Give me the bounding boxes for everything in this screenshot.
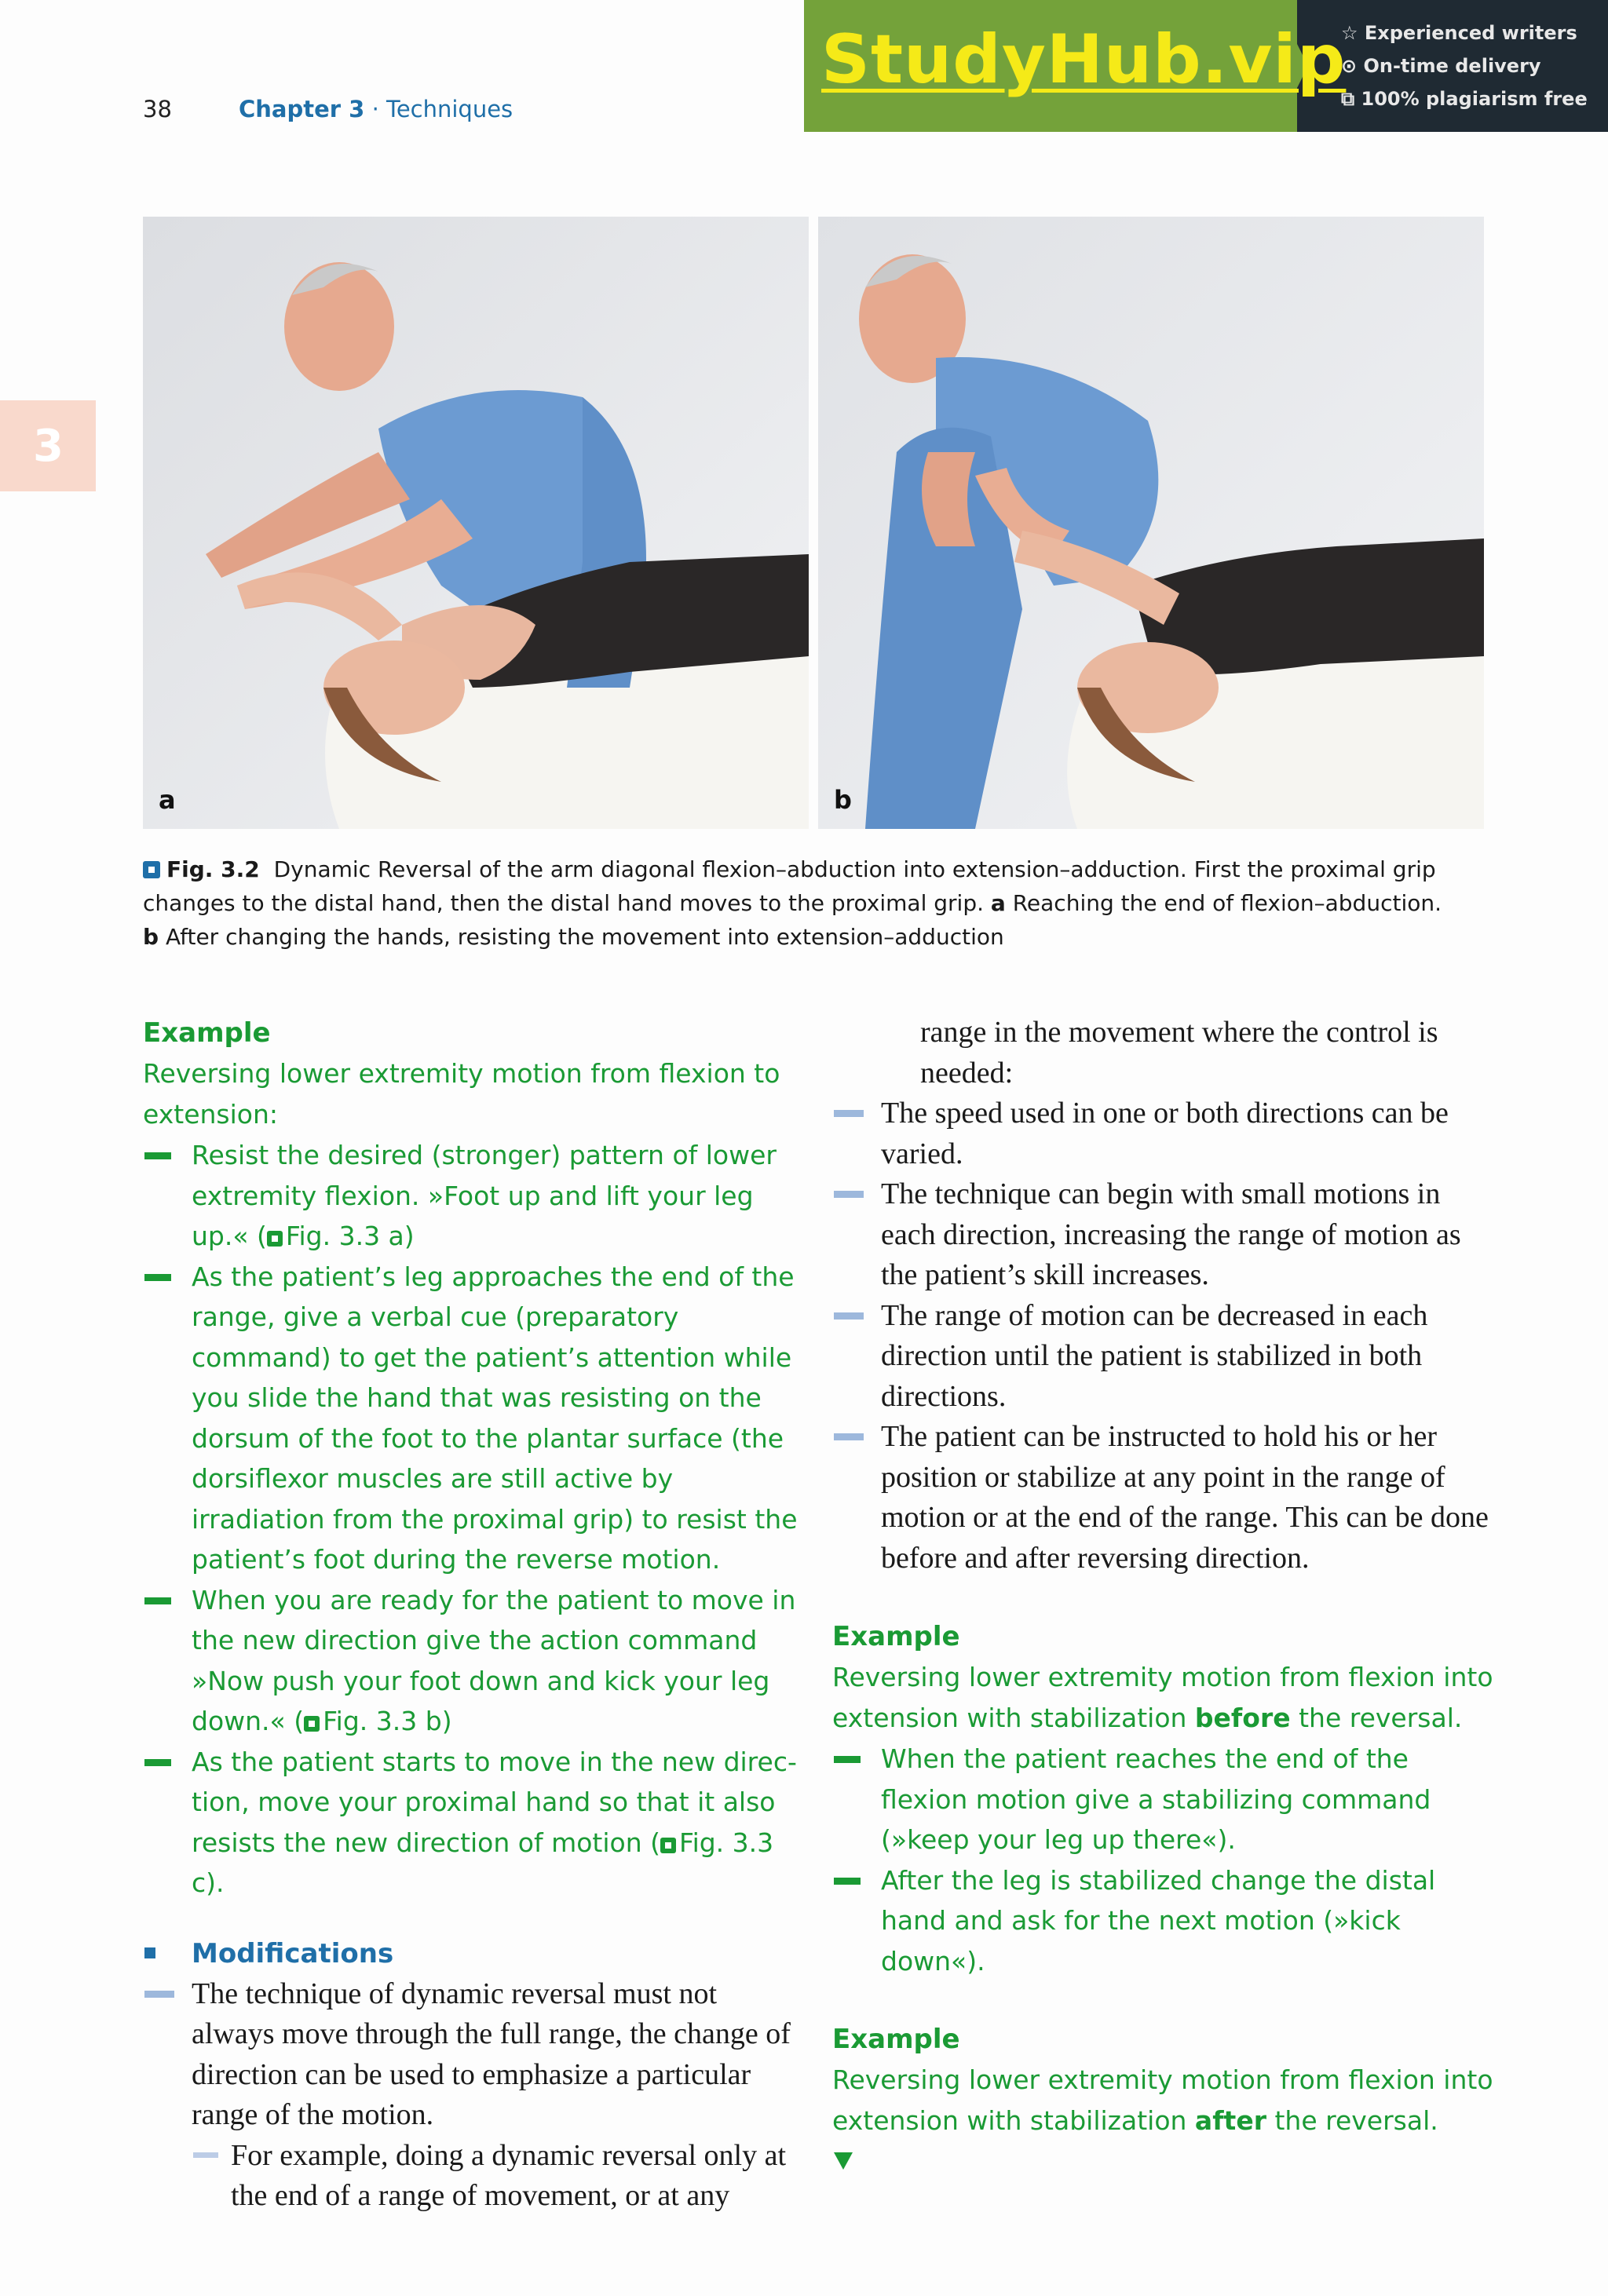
page-number: 38 — [143, 96, 172, 122]
example-list — [143, 1135, 802, 1904]
caption-main: Dynamic Reversal of the arm diagonal flexion–abduction into extension–adduction. First the proximal grip changes to the distal hand, then the distal hand moves to the proximal grip. — [143, 856, 1436, 916]
chapter-side-tab — [0, 400, 96, 491]
example-intro: Reversing lower extremity motion from flexion to extension: — [143, 1058, 780, 1130]
caption-b-label: b — [143, 924, 159, 950]
list-item: As the patient starts to move in the new direction, move your proximal hand so that it also resists the new direction of motion ( Fig. 3.3 c). — [143, 1742, 802, 1904]
ad-logo[interactable]: StudyHub.vip — [821, 20, 1347, 99]
chapter-section: Techniques — [386, 96, 513, 122]
list-item: The technique of dynamic reversal must not always move through the full range, the change of direction can be used to emphasize a particular range of the motion. For example, doing a dynamic reversal only at the end of a range of movement, or at any — [143, 1974, 802, 2217]
modifications-heading: Modifications — [143, 1933, 802, 1974]
left-column — [143, 1013, 802, 2217]
list-item: After the leg is stabilized change the distal hand and ask for the next motion (»kick down«). — [832, 1860, 1493, 1982]
caption-a-label: a — [990, 890, 1006, 916]
figure-photo-b — [818, 217, 1484, 829]
options-list — [832, 1093, 1493, 1579]
ad-line-plagiarism: ⧉ 100% plagiarism free — [1341, 88, 1588, 110]
right-column — [832, 1013, 1493, 2170]
list-item: When the patient reaches the end of the flexion motion give a stabilizing command (»keep your leg up there«). — [832, 1739, 1493, 1860]
ad-line-on-time: ⊙ On-time delivery — [1341, 55, 1541, 77]
continued-arrow-icon — [834, 2152, 853, 2170]
photo-b-illustration — [818, 217, 1484, 829]
example3-intro: Reversing lower extremity motion from flexion into extension with stabilization after the reversal. — [832, 2064, 1493, 2136]
figure-marker-icon — [143, 861, 160, 878]
chapter-header — [239, 96, 513, 122]
photo-a-label: a — [159, 785, 176, 815]
figure-ref-link[interactable]: Fig. 3.3 c — [192, 1827, 774, 1898]
photo-b-label: b — [834, 785, 852, 815]
figure-caption — [143, 852, 1493, 954]
side-tab-number: 3 — [33, 421, 64, 472]
example-heading: Example — [143, 1017, 271, 1049]
chapter-separator: · — [364, 96, 387, 122]
figure-ref-link[interactable]: Fig. 3.3 a — [285, 1221, 404, 1251]
list-item: The technique can begin with small motions in each direction, increasing the range of motion as the patient’s skill increases. — [832, 1174, 1493, 1296]
figure-ref-link[interactable]: Fig. 3.3 b — [323, 1706, 442, 1736]
caption-a-text: Reaching the end of flexion–abduction. — [1012, 890, 1442, 916]
studyhub-ad-banner[interactable] — [804, 0, 1608, 132]
list-item: The range of motion can be decreased in each direction until the patient is stabilized in both directions. — [832, 1296, 1493, 1418]
example2-list — [832, 1739, 1493, 1981]
sub-list-item: For example, doing a dynamic reversal only at the end of a range of movement, or at any — [192, 2136, 802, 2217]
example2-heading: Example — [832, 1621, 960, 1652]
example3-heading: Example — [832, 2024, 960, 2055]
example2-intro: Reversing lower extremity motion from flexion into extension with stabilization before the reversal. — [832, 1662, 1493, 1733]
list-item: The speed used in one or both directions can be varied. — [832, 1093, 1493, 1174]
list-item: Resist the desired (stronger) pattern of lower extremity flexion. »Foot up and lift your leg up.« ( Fig. 3.3 a) — [143, 1135, 802, 1257]
continuation-text: range in the movement where the control is needed: — [920, 1016, 1438, 1090]
figure-ref-icon — [267, 1231, 283, 1247]
modifications-sublist — [192, 2136, 802, 2217]
figure-ref-icon — [660, 1838, 676, 1853]
modifications-list — [143, 1974, 802, 2217]
chapter-label: Chapter 3 — [239, 96, 365, 122]
figure-photo-a — [143, 217, 809, 829]
list-item: The patient can be instructed to hold his or her position or stabilize at any point in the range of motion or at the end of the range. This can be done before and after reversing direction. — [832, 1417, 1493, 1579]
caption-b-text: After changing the hands, resisting the movement into extension–adduction — [165, 924, 1004, 950]
list-item: When you are ready for the patient to move in the new direction give the action command »Now push your foot down and kick your leg down.« ( Fig. 3.3 b) — [143, 1580, 802, 1742]
list-item: As the patient’s leg approaches the end of the range, give a verbal cue (preparatory command) to get the patient’s attention while you slide the hand that was resisting on the dorsum of the foot to the plantar surface (the dorsiflexor muscles are still active by irradiation from the proximal grip) to resist the patient’s foot during the reverse motion. — [143, 1257, 802, 1580]
photo-a-illustration — [143, 217, 809, 829]
figure-ref-icon — [304, 1716, 320, 1732]
ad-line-experienced: ☆ Experienced writers — [1341, 22, 1577, 44]
figure-number: Fig. 3.2 — [166, 856, 260, 882]
